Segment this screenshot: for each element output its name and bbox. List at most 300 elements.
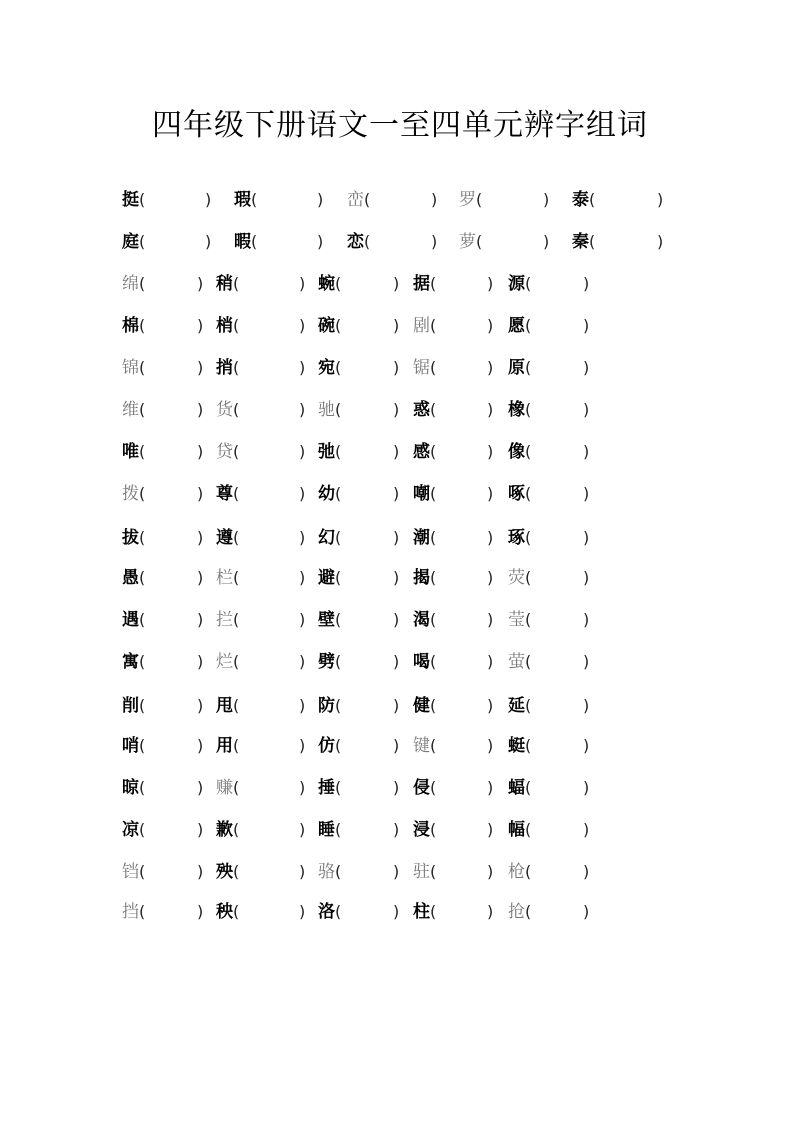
word-item — [216, 358, 239, 378]
answer-blank-close-paren: ) — [431, 232, 438, 251]
open-paren: ( — [525, 696, 532, 715]
character: 蜓 — [508, 736, 525, 756]
character: 幻 — [318, 528, 335, 548]
open-paren: ( — [525, 862, 532, 881]
open-paren: ( — [589, 232, 596, 251]
answer-blank-close-paren: ) — [583, 778, 590, 797]
open-paren: ( — [139, 528, 146, 547]
open-paren: ( — [335, 902, 342, 921]
character: 货 — [216, 400, 233, 420]
character: 愿 — [508, 316, 525, 336]
open-paren: ( — [525, 528, 532, 547]
character: 锯 — [413, 358, 430, 378]
character: 寓 — [122, 652, 139, 672]
open-paren: ( — [233, 902, 240, 921]
character: 萤 — [508, 652, 525, 672]
word-item — [122, 862, 145, 882]
character: 挺 — [122, 190, 139, 210]
word-item — [413, 902, 436, 922]
answer-blank-close-paren: ) — [657, 190, 664, 209]
answer-blank-close-paren: ) — [299, 316, 306, 335]
open-paren: ( — [335, 696, 342, 715]
character: 栏 — [216, 568, 233, 588]
character: 像 — [508, 442, 525, 462]
character: 维 — [122, 400, 139, 420]
character: 尊 — [216, 484, 233, 504]
character: 秧 — [216, 902, 233, 922]
open-paren: ( — [430, 484, 437, 503]
character: 凉 — [122, 820, 139, 840]
word-item — [572, 232, 595, 252]
word-item — [318, 652, 341, 672]
open-paren: ( — [233, 610, 240, 629]
character: 甩 — [216, 696, 233, 716]
answer-blank-close-paren: ) — [197, 862, 204, 881]
answer-blank-close-paren: ) — [205, 190, 212, 209]
word-item — [413, 778, 436, 798]
character: 挡 — [122, 902, 139, 922]
open-paren: ( — [335, 862, 342, 881]
open-paren: ( — [364, 190, 371, 209]
answer-blank-close-paren: ) — [197, 820, 204, 839]
answer-blank-close-paren: ) — [393, 736, 400, 755]
answer-blank-close-paren: ) — [583, 316, 590, 335]
open-paren: ( — [525, 902, 532, 921]
word-item — [216, 400, 239, 420]
open-paren: ( — [430, 736, 437, 755]
open-paren: ( — [335, 778, 342, 797]
word-item — [216, 862, 239, 882]
word-item — [413, 442, 436, 462]
word-item — [318, 442, 341, 462]
character: 防 — [318, 696, 335, 716]
character: 锦 — [122, 358, 139, 378]
answer-blank-close-paren: ) — [487, 484, 494, 503]
character: 烂 — [216, 652, 233, 672]
word-item — [216, 442, 239, 462]
answer-blank-close-paren: ) — [299, 568, 306, 587]
open-paren: ( — [139, 232, 146, 251]
answer-blank-close-paren: ) — [299, 736, 306, 755]
open-paren: ( — [233, 652, 240, 671]
answer-blank-close-paren: ) — [317, 232, 324, 251]
open-paren: ( — [525, 400, 532, 419]
character: 柱 — [413, 902, 430, 922]
word-item — [347, 232, 370, 252]
answer-blank-close-paren: ) — [197, 528, 204, 547]
open-paren: ( — [430, 568, 437, 587]
open-paren: ( — [233, 358, 240, 377]
open-paren: ( — [139, 358, 146, 377]
open-paren: ( — [251, 190, 258, 209]
open-paren: ( — [525, 610, 532, 629]
word-item — [508, 820, 531, 840]
answer-blank-close-paren: ) — [583, 358, 590, 377]
word-item — [318, 696, 341, 716]
answer-blank-close-paren: ) — [393, 696, 400, 715]
answer-blank-close-paren: ) — [393, 528, 400, 547]
word-item — [459, 232, 482, 252]
open-paren: ( — [335, 358, 342, 377]
word-item — [413, 400, 436, 420]
word-item — [413, 484, 436, 504]
answer-blank-close-paren: ) — [583, 820, 590, 839]
character: 据 — [413, 274, 430, 294]
character: 渴 — [413, 610, 430, 630]
character: 健 — [413, 696, 430, 716]
open-paren: ( — [139, 862, 146, 881]
open-paren: ( — [525, 778, 532, 797]
word-item — [508, 902, 531, 922]
word-item — [318, 358, 341, 378]
word-item — [216, 902, 239, 922]
answer-blank-close-paren: ) — [657, 232, 664, 251]
word-item — [318, 820, 341, 840]
open-paren: ( — [476, 190, 483, 209]
answer-blank-close-paren: ) — [583, 862, 590, 881]
word-item — [508, 610, 531, 630]
open-paren: ( — [233, 528, 240, 547]
open-paren: ( — [233, 568, 240, 587]
character: 萝 — [459, 232, 476, 252]
character: 潮 — [413, 528, 430, 548]
word-item — [318, 316, 341, 336]
answer-blank-close-paren: ) — [299, 274, 306, 293]
word-item — [122, 696, 145, 716]
answer-blank-close-paren: ) — [393, 902, 400, 921]
answer-blank-close-paren: ) — [393, 274, 400, 293]
word-item — [122, 190, 145, 210]
open-paren: ( — [335, 484, 342, 503]
character: 泰 — [572, 190, 589, 210]
answer-blank-close-paren: ) — [197, 400, 204, 419]
character: 源 — [508, 274, 525, 294]
answer-blank-close-paren: ) — [197, 484, 204, 503]
character: 哨 — [122, 736, 139, 756]
open-paren: ( — [430, 442, 437, 461]
answer-blank-close-paren: ) — [197, 316, 204, 335]
open-paren: ( — [430, 528, 437, 547]
word-item — [413, 358, 436, 378]
open-paren: ( — [139, 316, 146, 335]
answer-blank-close-paren: ) — [487, 862, 494, 881]
word-item — [122, 820, 145, 840]
answer-blank-close-paren: ) — [317, 190, 324, 209]
open-paren: ( — [139, 610, 146, 629]
word-item — [216, 736, 239, 756]
character: 壁 — [318, 610, 335, 630]
answer-blank-close-paren: ) — [487, 820, 494, 839]
character: 晾 — [122, 778, 139, 798]
open-paren: ( — [233, 820, 240, 839]
word-item — [572, 190, 595, 210]
answer-blank-close-paren: ) — [197, 442, 204, 461]
word-item — [508, 358, 531, 378]
answer-blank-close-paren: ) — [299, 610, 306, 629]
character: 揭 — [413, 568, 430, 588]
open-paren: ( — [335, 528, 342, 547]
character: 拔 — [122, 528, 139, 548]
answer-blank-close-paren: ) — [543, 190, 550, 209]
word-item — [508, 400, 531, 420]
word-item — [413, 652, 436, 672]
open-paren: ( — [430, 696, 437, 715]
answer-blank-close-paren: ) — [197, 696, 204, 715]
answer-blank-close-paren: ) — [299, 400, 306, 419]
word-item — [216, 484, 239, 504]
open-paren: ( — [430, 358, 437, 377]
character: 喝 — [413, 652, 430, 672]
word-item — [508, 696, 531, 716]
word-item — [508, 862, 531, 882]
word-item — [122, 316, 145, 336]
answer-blank-close-paren: ) — [393, 610, 400, 629]
open-paren: ( — [139, 190, 146, 209]
word-item — [318, 902, 341, 922]
answer-blank-close-paren: ) — [487, 652, 494, 671]
word-item — [508, 484, 531, 504]
answer-blank-close-paren: ) — [393, 652, 400, 671]
answer-blank-close-paren: ) — [393, 400, 400, 419]
character: 原 — [508, 358, 525, 378]
word-item — [413, 568, 436, 588]
character: 骆 — [318, 862, 335, 882]
word-item — [216, 652, 239, 672]
open-paren: ( — [430, 820, 437, 839]
character: 峦 — [347, 190, 364, 210]
word-item — [508, 568, 531, 588]
open-paren: ( — [139, 652, 146, 671]
character: 睡 — [318, 820, 335, 840]
open-paren: ( — [233, 778, 240, 797]
word-item — [122, 442, 145, 462]
answer-blank-close-paren: ) — [393, 484, 400, 503]
answer-blank-close-paren: ) — [583, 696, 590, 715]
open-paren: ( — [525, 820, 532, 839]
answer-blank-close-paren: ) — [299, 442, 306, 461]
word-item — [216, 316, 239, 336]
open-paren: ( — [233, 862, 240, 881]
word-item — [318, 862, 341, 882]
open-paren: ( — [335, 736, 342, 755]
character: 梢 — [216, 316, 233, 336]
character: 棉 — [122, 316, 139, 336]
open-paren: ( — [525, 736, 532, 755]
answer-blank-close-paren: ) — [583, 902, 590, 921]
answer-blank-close-paren: ) — [583, 568, 590, 587]
answer-blank-close-paren: ) — [299, 862, 306, 881]
answer-blank-close-paren: ) — [197, 652, 204, 671]
word-item — [122, 274, 145, 294]
answer-blank-close-paren: ) — [197, 902, 204, 921]
answer-blank-close-paren: ) — [543, 232, 550, 251]
word-item — [122, 652, 145, 672]
answer-blank-close-paren: ) — [487, 442, 494, 461]
word-item — [413, 610, 436, 630]
character: 殃 — [216, 862, 233, 882]
answer-blank-close-paren: ) — [299, 652, 306, 671]
answer-blank-close-paren: ) — [393, 778, 400, 797]
answer-blank-close-paren: ) — [393, 442, 400, 461]
answer-blank-close-paren: ) — [583, 528, 590, 547]
word-item — [216, 778, 239, 798]
word-item — [122, 736, 145, 756]
character: 遇 — [122, 610, 139, 630]
answer-blank-close-paren: ) — [197, 274, 204, 293]
answer-blank-close-paren: ) — [487, 778, 494, 797]
word-item — [508, 316, 531, 336]
character: 惑 — [413, 400, 430, 420]
open-paren: ( — [430, 316, 437, 335]
character: 蝠 — [508, 778, 525, 798]
word-item — [122, 400, 145, 420]
word-item — [413, 862, 436, 882]
word-item — [459, 190, 482, 210]
open-paren: ( — [139, 568, 146, 587]
answer-blank-close-paren: ) — [487, 274, 494, 293]
character: 洛 — [318, 902, 335, 922]
open-paren: ( — [525, 568, 532, 587]
word-item — [216, 568, 239, 588]
word-item — [216, 274, 239, 294]
character: 绵 — [122, 274, 139, 294]
character: 侵 — [413, 778, 430, 798]
answer-blank-close-paren: ) — [299, 820, 306, 839]
open-paren: ( — [139, 820, 146, 839]
word-item — [413, 528, 436, 548]
answer-blank-close-paren: ) — [487, 696, 494, 715]
answer-blank-close-paren: ) — [205, 232, 212, 251]
word-item — [413, 274, 436, 294]
word-item — [508, 736, 531, 756]
word-item — [318, 736, 341, 756]
character: 驻 — [413, 862, 430, 882]
open-paren: ( — [233, 274, 240, 293]
character: 仿 — [318, 736, 335, 756]
character: 罗 — [459, 190, 476, 210]
word-item — [216, 820, 239, 840]
open-paren: ( — [430, 862, 437, 881]
word-item — [508, 528, 531, 548]
character: 秦 — [572, 232, 589, 252]
answer-blank-close-paren: ) — [487, 736, 494, 755]
answer-blank-close-paren: ) — [583, 442, 590, 461]
word-item — [508, 778, 531, 798]
open-paren: ( — [476, 232, 483, 251]
open-paren: ( — [335, 568, 342, 587]
answer-blank-close-paren: ) — [197, 610, 204, 629]
open-paren: ( — [525, 316, 532, 335]
answer-blank-close-paren: ) — [393, 862, 400, 881]
open-paren: ( — [525, 442, 532, 461]
character: 避 — [318, 568, 335, 588]
open-paren: ( — [525, 484, 532, 503]
open-paren: ( — [139, 902, 146, 921]
word-item — [508, 274, 531, 294]
page-title: 四年级下册语文一至四单元辨字组词 — [152, 108, 648, 143]
open-paren: ( — [139, 736, 146, 755]
word-item — [122, 232, 145, 252]
word-item — [347, 190, 370, 210]
open-paren: ( — [525, 358, 532, 377]
character: 幼 — [318, 484, 335, 504]
character: 遵 — [216, 528, 233, 548]
character: 拦 — [216, 610, 233, 630]
word-item — [234, 190, 257, 210]
character: 稍 — [216, 274, 233, 294]
character: 赚 — [216, 778, 233, 798]
word-item — [318, 610, 341, 630]
open-paren: ( — [589, 190, 596, 209]
open-paren: ( — [233, 484, 240, 503]
open-paren: ( — [335, 274, 342, 293]
word-item — [318, 528, 341, 548]
open-paren: ( — [335, 316, 342, 335]
answer-blank-close-paren: ) — [299, 902, 306, 921]
open-paren: ( — [335, 442, 342, 461]
character: 铛 — [122, 862, 139, 882]
open-paren: ( — [335, 610, 342, 629]
character: 啄 — [508, 484, 525, 504]
word-item — [234, 232, 257, 252]
word-item — [216, 610, 239, 630]
open-paren: ( — [233, 442, 240, 461]
open-paren: ( — [335, 400, 342, 419]
character: 枪 — [508, 862, 525, 882]
character: 蜿 — [318, 274, 335, 294]
word-item — [122, 610, 145, 630]
character: 恋 — [347, 232, 364, 252]
character: 愚 — [122, 568, 139, 588]
answer-blank-close-paren: ) — [299, 358, 306, 377]
character: 捎 — [216, 358, 233, 378]
answer-blank-close-paren: ) — [487, 316, 494, 335]
character: 宛 — [318, 358, 335, 378]
answer-blank-close-paren: ) — [299, 778, 306, 797]
answer-blank-close-paren: ) — [393, 568, 400, 587]
word-item — [413, 736, 436, 756]
character: 拨 — [122, 484, 139, 504]
open-paren: ( — [430, 274, 437, 293]
answer-blank-close-paren: ) — [197, 736, 204, 755]
character: 瑕 — [234, 190, 251, 210]
character: 荧 — [508, 568, 525, 588]
open-paren: ( — [233, 400, 240, 419]
character: 驰 — [318, 400, 335, 420]
character: 用 — [216, 736, 233, 756]
answer-blank-close-paren: ) — [393, 820, 400, 839]
character: 感 — [413, 442, 430, 462]
word-item — [508, 442, 531, 462]
answer-blank-close-paren: ) — [393, 358, 400, 377]
open-paren: ( — [364, 232, 371, 251]
open-paren: ( — [233, 316, 240, 335]
answer-blank-close-paren: ) — [583, 484, 590, 503]
character: 唯 — [122, 442, 139, 462]
character: 橡 — [508, 400, 525, 420]
word-item — [318, 274, 341, 294]
word-item — [122, 902, 145, 922]
word-item — [318, 400, 341, 420]
character: 幅 — [508, 820, 525, 840]
character: 碗 — [318, 316, 335, 336]
open-paren: ( — [233, 736, 240, 755]
word-item — [216, 696, 239, 716]
answer-blank-close-paren: ) — [197, 358, 204, 377]
word-item — [216, 528, 239, 548]
answer-blank-close-paren: ) — [487, 568, 494, 587]
character: 键 — [413, 736, 430, 756]
